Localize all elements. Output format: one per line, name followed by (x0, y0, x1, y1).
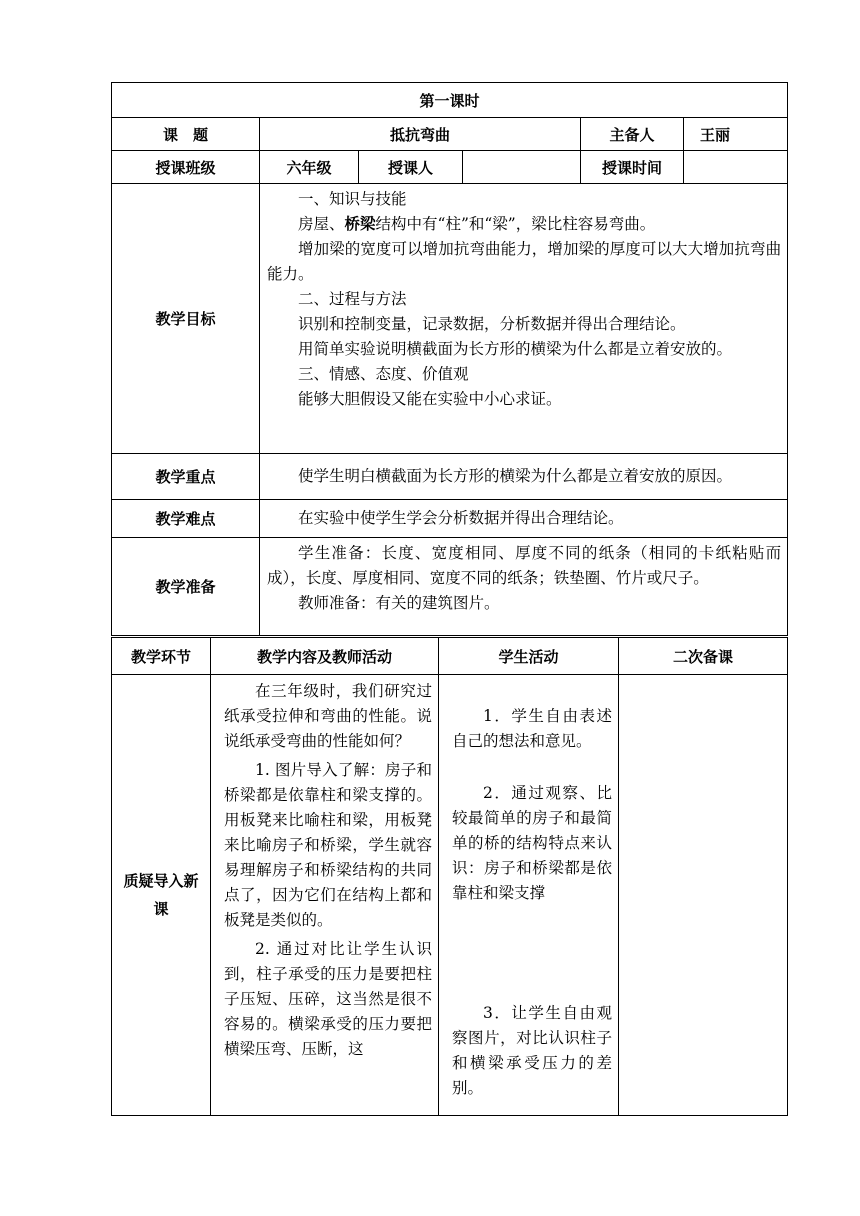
teacher-label: 授课人 (359, 151, 463, 184)
objective-bold-word: 桥梁 (344, 215, 376, 233)
teacher-paragraph: 1. 图片导入了解：房子和桥梁都是依靠柱和梁支撑的。用板凳来比喻柱和梁，用板凳来比喻房子和桥梁，学生就容易理解房子和桥梁结构的共同点了，因为它们在结构上都和板凳是类似的。 (224, 761, 432, 929)
objective-line: 用简单实验说明横截面为长方形的横梁为什么都是立着安放的。 (298, 340, 733, 358)
topic-label: 课 题 (112, 118, 260, 151)
time-label: 授课时间 (581, 151, 684, 184)
objective-line: 一、知识与技能 (298, 190, 407, 208)
objectives-content (260, 184, 788, 454)
second-prep-cell (619, 675, 788, 1116)
teacher-value (463, 151, 581, 184)
lead-label: 主备人 (581, 118, 684, 151)
teacher-paragraph: 2. 通过对比让学生认识到，柱子承受的压力是要把柱子压短、压碎，这当然是很不容易的。横梁承受的压力要把横梁压弯、压断，这 (224, 940, 432, 1058)
lead-value: 王丽 (684, 118, 788, 151)
objective-line: 房屋、桥梁结构中有“柱”和“梁”，梁比柱容易弯曲。 (298, 215, 656, 233)
class-label: 授课班级 (112, 151, 260, 184)
objective-line: 识别和控制变量，记录数据，分析数据并得出合理结论。 (298, 315, 686, 333)
student-paragraph: 1．学生自由表述自己的想法和意见。 (452, 707, 612, 750)
time-value (684, 151, 788, 184)
key-point-label: 教学重点 (112, 454, 260, 500)
student-paragraph: 2．通过观察、比较最简单的房子和最简单的桥的结构特点来认识：房子和桥梁都是依靠柱和梁支撑 (452, 784, 612, 902)
objective-line: 增加梁的宽度可以增加抗弯曲能力，增加梁的厚度可以大大增加抗弯曲能力。 (267, 240, 782, 283)
objective-line-rest: 结构中有“柱”和“梁”，梁比柱容易弯曲。 (375, 215, 656, 233)
lesson-info-table (111, 82, 788, 636)
process-header-student: 学生活动 (439, 638, 619, 675)
process-header-stage: 教学环节 (112, 638, 211, 675)
preparation-content (260, 538, 788, 636)
difficulty-text: 在实验中使学生学会分析数据并得出合理结论。 (260, 500, 788, 538)
lesson-title: 第一课时 (112, 83, 788, 118)
preparation-label: 教学准备 (112, 538, 260, 636)
objective-line: 能够大胆假设又能在实验中小心求证。 (298, 390, 562, 408)
teacher-activity (211, 675, 439, 1116)
objective-line: 三、情感、态度、价值观 (298, 365, 469, 383)
teacher-paragraph: 在三年级时，我们研究过纸承受拉伸和弯曲的性能。说说纸承受弯曲的性能如何？ (224, 682, 432, 750)
process-header-second: 二次备课 (619, 638, 788, 675)
class-value: 六年级 (260, 151, 359, 184)
student-prep: 学生准备：长度、宽度相同、厚度不同的纸条（相同的卡纸粘贴而成），长度、厚度相同、宽度不同的纸条；铁垫圈、竹片或尺子。 (267, 544, 782, 587)
process-table (111, 637, 788, 1116)
objectives-label: 教学目标 (112, 184, 260, 454)
objective-line: 二、过程与方法 (298, 290, 407, 308)
process-header-content: 教学内容及教师活动 (211, 638, 439, 675)
teacher-prep: 教师准备：有关的建筑图片。 (298, 594, 500, 612)
difficulty-label: 教学难点 (112, 500, 260, 538)
key-point-text: 使学生明白横截面为长方形的横梁为什么都是立着安放的原因。 (260, 454, 788, 500)
student-paragraph: 3．让学生自由观察图片，对比认识柱子和横梁承受压力的差别。 (452, 1004, 612, 1097)
stage-label: 质疑导入新课 (112, 675, 211, 1116)
student-activity (439, 675, 619, 1116)
topic-value: 抵抗弯曲 (260, 118, 581, 151)
